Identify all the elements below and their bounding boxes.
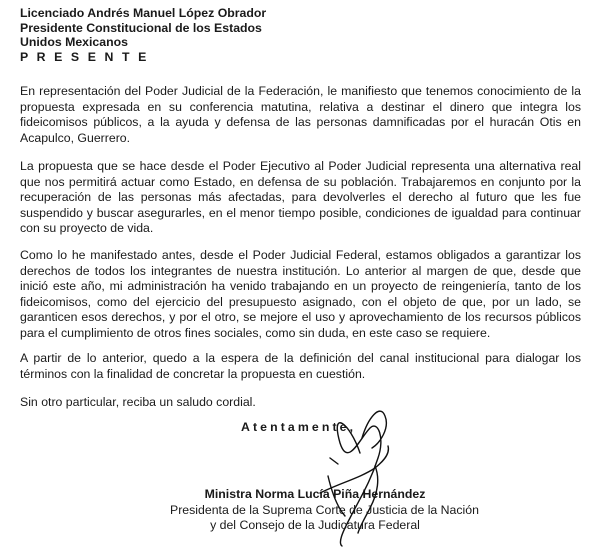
addressee-block [20, 6, 266, 64]
signatory-role-cont: y del Consejo de la Judicatura Federal [210, 518, 420, 532]
signature-block [170, 487, 479, 534]
paragraph-5: Sin otro particular, reciba un saludo cordial. [20, 395, 256, 409]
signatory-name: Ministra Norma Lucía Piña Hernández [204, 487, 426, 501]
closing-salutation: Atentamente, [241, 420, 357, 434]
paragraph-3: Como lo he manifestado antes, desde el Poder Judicial Federal, estamos obligados a garantizar los derechos de todos los integrantes de nuestra institución. Lo anterior al margen de que, desde que inició este año, mi administración ha venido trabajando en un proyecto de reingeniería, tanto de los fideicomisos, como del ejercicio del presupuesto asignado, con el objeto de que, por un lado, se garanticen esos derechos, y por el otro, se mejore el uso y aprovechamiento de los recursos públicos para el cumplimiento de otros fines sociales, como sin duda, en este caso se requiere. [20, 248, 581, 340]
paragraph-4: A partir de lo anterior, quedo a la espera de la definición del canal institucional para dialogar los términos con la finalidad de concretar la propuesta en cuestión. [20, 351, 581, 381]
signatory-role: Presidenta de la Suprema Corte de Justicia de la Nación [170, 502, 479, 517]
addressee-title-cont: Unidos Mexicanos [20, 35, 128, 49]
addressee-name: Licenciado Andrés Manuel López Obrador [20, 6, 267, 20]
paragraph-2: La propuesta que se hace desde el Poder Ejecutivo al Poder Judicial representa una alternativa real que nos permitirá actuar como Estado, en defensa de su población. Trabajaremos en conjunto por la recuperación de las personas más afectadas, para devolverles el derecho al futuro que les fue suspendido y buscar asegurarles, en el menor tiempo posible, condiciones de igualdad para continuar con su proyecto de vida. [20, 159, 581, 236]
addressee-title: Presidente Constitucional de los Estados [20, 20, 262, 35]
presente-label: P R E S E N T E [20, 49, 149, 64]
paragraph-1: En representación del Poder Judicial de la Federación, le manifiesto que tenemos conocimiento de la propuesta expresada en su conferencia matutina, relativa a destinar el dinero que integra los fideicomisos públicos, a la ayuda y defensa de las personas damnificadas por el huracán Otis en Acapulco, Guerrero. [20, 84, 581, 145]
